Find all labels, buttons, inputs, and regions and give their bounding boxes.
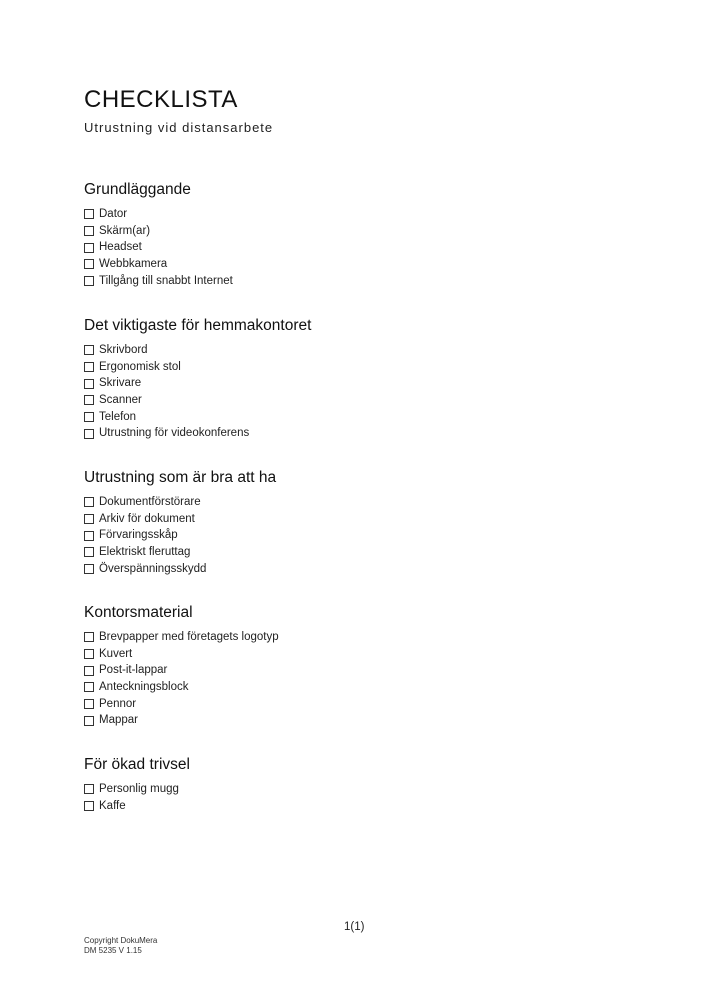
checkbox-icon[interactable] (84, 226, 94, 236)
checklist-item-label: Överspänningsskydd (99, 562, 207, 575)
section-grundlaggande (84, 180, 233, 289)
checklist-item-label: Elektriskt fleruttag (99, 546, 191, 559)
checkbox-icon[interactable] (84, 547, 94, 557)
checkbox-icon[interactable] (84, 514, 94, 524)
section-bra-att-ha (84, 468, 276, 577)
checklist-item[interactable] (84, 511, 276, 528)
checkbox-icon[interactable] (84, 429, 94, 439)
checklist-item[interactable] (84, 392, 311, 409)
checkbox-icon[interactable] (84, 209, 94, 219)
checklist-item[interactable] (84, 561, 276, 578)
checklist-item-label: Tillgång till snabbt Internet (99, 274, 233, 287)
checkbox-icon[interactable] (84, 632, 94, 642)
checklist-item[interactable] (84, 798, 190, 815)
section-hemmakontoret (84, 316, 311, 442)
checklist-item[interactable] (84, 781, 190, 798)
checklist (84, 629, 279, 729)
checklist-item[interactable] (84, 629, 279, 646)
checklist-item[interactable] (84, 696, 279, 713)
document-subtitle: Utrustning vid distansarbete (84, 120, 274, 135)
checklist-item-label: Pennor (99, 697, 137, 710)
checkbox-icon[interactable] (84, 699, 94, 709)
section-kontorsmaterial (84, 603, 279, 729)
checklist-item[interactable] (84, 409, 311, 426)
checklist-item-label: Brevpapper med företagets logotyp (99, 631, 279, 643)
checklist-item[interactable] (84, 206, 233, 223)
checkbox-icon[interactable] (84, 276, 94, 286)
checkbox-icon[interactable] (84, 564, 94, 574)
section-heading: Det viktigaste för hemmakontoret (84, 317, 312, 334)
checklist-item-label: Arkiv för dokument (99, 512, 195, 525)
checklist (84, 781, 190, 814)
checklist-item-label: Förvaringsskåp (99, 529, 178, 542)
checklist-item-label: Scanner (99, 394, 142, 407)
footer (84, 936, 157, 956)
checklist-item-label: Kaffe (99, 799, 126, 812)
checklist-item[interactable] (84, 679, 279, 696)
checklist-item-label: Skärm(ar) (99, 224, 151, 237)
section-heading: Utrustning som är bra att ha (84, 469, 277, 486)
checkbox-icon[interactable] (84, 784, 94, 794)
checkbox-icon[interactable] (84, 682, 94, 692)
checkbox-icon[interactable] (84, 497, 94, 507)
document-title: CHECKLISTA (84, 86, 238, 113)
section-heading: För ökad trivsel (84, 756, 190, 773)
checklist-item[interactable] (84, 239, 233, 256)
checklist-item-label: Headset (99, 241, 142, 254)
version-text: DM 5235 V 1.15 (84, 946, 142, 955)
checkbox-icon[interactable] (84, 362, 94, 372)
checkbox-icon[interactable] (84, 412, 94, 422)
checklist-item-label: Dator (99, 208, 128, 220)
checkbox-icon[interactable] (84, 243, 94, 253)
checklist-item[interactable] (84, 662, 279, 679)
checkbox-icon[interactable] (84, 716, 94, 726)
checklist-item-label: Post-it-lappar (99, 664, 168, 677)
checklist-item-label: Mappar (99, 714, 138, 727)
checklist-item-label: Utrustning för videokonferens (99, 427, 250, 440)
checklist-item[interactable] (84, 425, 311, 442)
checklist-item[interactable] (84, 273, 233, 290)
checklist-item-label: Anteckningsblock (99, 681, 189, 694)
copyright-text: Copyright DokuMera (84, 936, 158, 945)
checklist (84, 206, 233, 289)
checklist-item-label: Skrivare (99, 377, 142, 390)
section-trivsel (84, 755, 190, 814)
section-heading: Kontorsmaterial (84, 604, 193, 621)
checkbox-icon[interactable] (84, 801, 94, 811)
checklist-item-label: Dokumentförstörare (99, 496, 201, 508)
checklist-item[interactable] (84, 342, 311, 359)
checkbox-icon[interactable] (84, 649, 94, 659)
checklist-item[interactable] (84, 375, 311, 392)
checklist-item[interactable] (84, 223, 233, 240)
checkbox-icon[interactable] (84, 259, 94, 269)
checklist-item[interactable] (84, 544, 276, 561)
checkbox-icon[interactable] (84, 666, 94, 676)
checkbox-icon[interactable] (84, 395, 94, 405)
checklist-item-label: Kuvert (99, 647, 133, 660)
checkbox-icon[interactable] (84, 379, 94, 389)
checklist (84, 342, 311, 442)
section-heading: Grundläggande (84, 181, 191, 198)
checklist-item-label: Skrivbord (99, 344, 148, 356)
checklist-item[interactable] (84, 256, 233, 273)
checklist-item-label: Personlig mugg (99, 783, 179, 795)
checklist-item[interactable] (84, 712, 279, 729)
checkbox-icon[interactable] (84, 531, 94, 541)
checklist-item-label: Webbkamera (99, 258, 168, 271)
page-number: 1(1) (344, 921, 365, 933)
checklist-item[interactable] (84, 527, 276, 544)
checkbox-icon[interactable] (84, 345, 94, 355)
checklist-item[interactable] (84, 646, 279, 663)
checklist-item-label: Telefon (99, 410, 137, 423)
checklist (84, 494, 276, 577)
checklist-item[interactable] (84, 494, 276, 511)
checklist-item[interactable] (84, 359, 311, 376)
checklist-item-label: Ergonomisk stol (99, 360, 181, 373)
